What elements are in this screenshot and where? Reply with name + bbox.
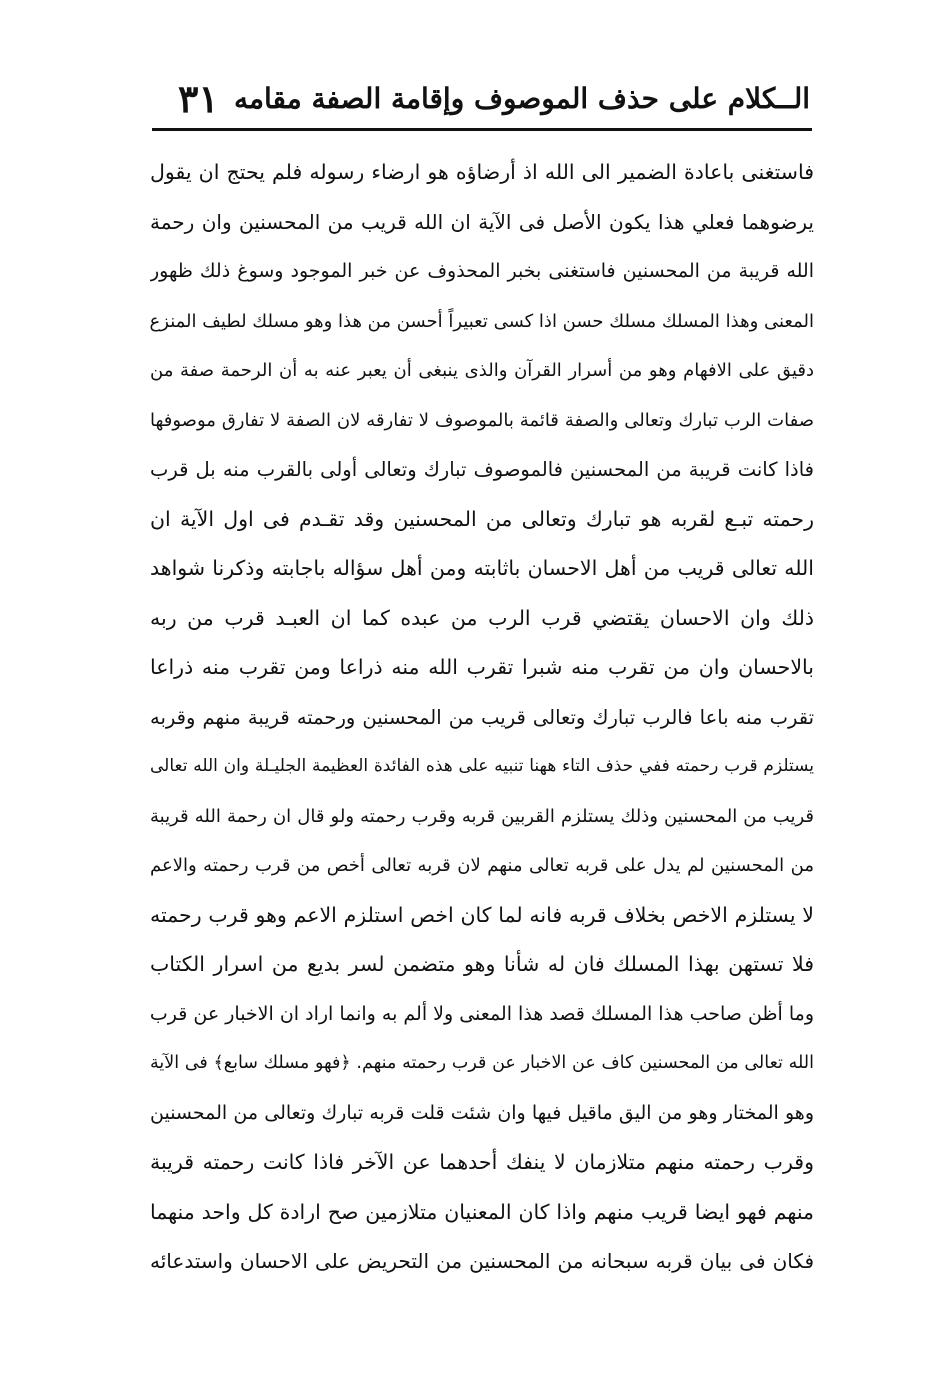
text-line: الله تعالى قريب من أهل الاحسان باثابته ومن أهل سؤاله باجابته وذكرنا شواهد — [150, 556, 814, 580]
text-line: فلا تستهن بهذا المسلك فان له شأنا وهو متضمن لسر بديع من اسرار الكتاب — [150, 952, 814, 976]
text-line: وما أظن صاحب هذا المسلك قصد هذا المعنى ولا ألم به وانما اراد ان الاخبار عن قرب — [150, 1002, 814, 1025]
text-line: ذلك وان الاحسان يقتضي قرب الرب من عبده كما ان العبـد قرب من ربه — [150, 605, 814, 630]
text-line: الله قريبة من المحسنين فاستغنى بخبر المحذوف عن خبر الموجود وسوغ ذلك ظهور — [150, 260, 814, 282]
text-line: تقرب منه باعا فالرب تبارك وتعالى قريب من المحسنين ورحمته قريبة منهم وقربه — [150, 705, 814, 729]
text-line: فاذا كانت قريبة من المحسنين فالموصوف تبارك وتعالى أولى بالقرب منه بل قرب — [150, 458, 814, 481]
text-line: فاستغنى باعادة الضمير الى الله اذ أرضاؤه هو ارضاء رسوله فلم يحتج ان يقول — [150, 160, 814, 184]
text-line: قريب من المحسنين وذلك يستلزم القربين قربه وقرب رحمته ولو قال ان رحمة الله قريبة — [150, 805, 814, 827]
text-line: الله تعالى من المحسنين كاف عن الاخبار عن قرب رحمته منهم. ﴿فهو مسلك سابع﴾ فى الآية — [150, 1053, 814, 1073]
text-line: يستلزم قرب رحمته ففي حذف التاء ههنا تنبيه على هذه الفائدة العظيمة الجليـلة وان الله تعالى — [150, 756, 814, 776]
text-line: رحمته تبـع لقربه هو تبارك وتعالى من المحسنين وقد تقـدم فى اول الآية ان — [150, 506, 814, 531]
text-line: وهو المختار وهو من اليق ماقيل فيها وان شئت قلت قربه تبارك وتعالى من المحسنين — [150, 1101, 814, 1124]
page-header — [150, 76, 810, 132]
text-line: يرضوهما فعلي هذا يكون الأصل فى الآية ان الله قريب من المحسنين وان رحمة — [150, 209, 814, 234]
text-line: منهم فهو ايضا قريب منهم واذا كان المعنيان متلازمين صح ارادة كل واحد منهما — [150, 1199, 814, 1224]
text-line: وقرب رحمته منهم متلازمان لا ينفك أحدهما عن الآخر فاذا كانت رحمته قريبة — [150, 1150, 814, 1174]
running-head: الــكلام على حذف الموصوف وإقامة الصفة مقامه — [234, 82, 810, 115]
body-text — [150, 148, 814, 1287]
text-line: لا يستلزم الاخص بخلاف قربه فانه لما كان اخص استلزم الاعم وهو قرب رحمته — [150, 902, 814, 927]
text-line: بالاحسان وان من تقرب منه شبرا تقرب الله منه ذراعا ومن تقرب منه ذراعا — [150, 655, 814, 679]
text-line: صفات الرب تبارك وتعالى والصفة قائمة بالموصوف لا تفارقه لان الصفة لا تفارق موصوفها — [150, 409, 814, 431]
text-line: فكان فى بيان قربه سبحانه من المحسنين من التحريض على الاحسان واستدعائه — [150, 1249, 814, 1273]
text-line: المعنى وهذا المسلك مسلك حسن اذا كسى تعبيراً أحسن من هذا وهو مسلك لطيف المنزع — [150, 310, 814, 332]
page-number: ٣١ — [178, 76, 219, 121]
text-line: من المحسنين لم يدل على قربه تعالى منهم لان قربه تعالى أخص من قرب رحمته والاعم — [150, 855, 814, 876]
text-line: دقيق على الافهام وهو من أسرار القرآن والذى ينبغى أن يعبر عنه به أن الرحمة صفة من — [150, 360, 814, 381]
header-rule — [152, 128, 812, 131]
